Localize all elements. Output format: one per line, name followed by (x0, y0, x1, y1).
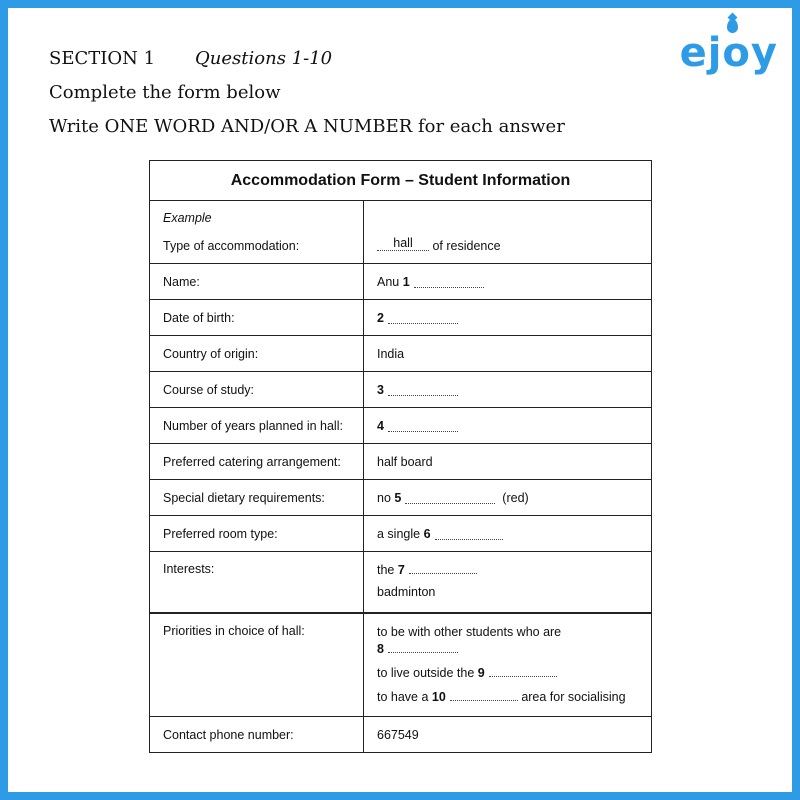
field-label: Type of accommodation: (163, 239, 300, 253)
field-label: Course of study: (150, 372, 364, 407)
question-number: 8 (377, 642, 384, 656)
field-value: India (377, 346, 405, 361)
field-label: Name: (150, 264, 364, 299)
accommodation-form-continued (149, 612, 652, 753)
field-label: Interests: (150, 552, 364, 613)
form-row-course (150, 372, 651, 408)
question-number: 4 (377, 418, 384, 433)
answer-blank[interactable] (405, 492, 495, 504)
form-row-country (150, 336, 651, 372)
question-number: 10 (431, 690, 446, 704)
question-number: 9 (477, 666, 485, 680)
answer-blank[interactable] (388, 641, 458, 653)
field-label: Contact phone number: (150, 717, 364, 752)
question-number: 6 (423, 526, 431, 541)
field-value: 667549 (377, 727, 419, 742)
form-row-name: Name: Anu 1 (150, 264, 651, 300)
form-row-dietary: Special dietary requirements: no 5 (red) (150, 480, 651, 516)
answer-blank[interactable] (435, 528, 503, 540)
ejoy-logo: ejoy (679, 30, 778, 76)
form-row-priorities: Priorities in choice of hall: to be with other students who are 8 to live outside the 9 to have a 10 area for socialising (150, 613, 651, 717)
form-row-contact (150, 717, 651, 752)
field-label: Priorities in choice of hall: (150, 613, 364, 716)
form-title: Accommodation Form – Student Information (150, 161, 651, 201)
answer-blank[interactable] (450, 689, 518, 701)
form-row-date-of-birth (150, 300, 651, 336)
answer-blank[interactable] (409, 562, 477, 574)
question-number: 3 (377, 382, 384, 397)
worksheet-page (8, 8, 792, 792)
form-row-room-type: Preferred room type: a single 6 (150, 516, 651, 552)
field-label: Preferred room type: (150, 516, 364, 551)
field-value: badminton (377, 585, 436, 599)
field-value: half board (377, 454, 433, 469)
field-label: Date of birth: (150, 300, 364, 335)
question-number: 1 (402, 274, 410, 289)
example-row (150, 201, 651, 264)
form-row-years (150, 408, 651, 444)
question-number: 2 (377, 310, 384, 325)
example-label: Example (163, 211, 212, 225)
form-row-catering (150, 444, 651, 480)
answer-blank[interactable] (388, 420, 458, 432)
question-number: 7 (397, 563, 405, 577)
answer-blank[interactable] (489, 665, 557, 677)
field-label: Number of years planned in hall: (150, 408, 364, 443)
answer-blank[interactable] (388, 312, 458, 324)
answer-blank[interactable] (414, 276, 484, 288)
instruction-word-limit: Write ONE WORD AND/OR A NUMBER for each answer (49, 116, 565, 137)
instruction-complete-form: Complete the form below (49, 82, 281, 103)
answer-blank[interactable] (388, 384, 458, 396)
section-heading (49, 48, 332, 69)
question-number: 5 (394, 490, 402, 505)
field-label: Special dietary requirements: (150, 480, 364, 515)
section-label: SECTION 1 (49, 48, 156, 69)
answer-blank-filled: hall (377, 236, 429, 251)
questions-range: Questions 1-10 (195, 48, 333, 69)
accommodation-form (149, 160, 652, 614)
form-row-interests: Interests: the 7 badminton (150, 552, 651, 613)
field-label: Preferred catering arrangement: (150, 444, 364, 479)
example-answer: hall of residence (377, 239, 501, 254)
field-label: Country of origin: (150, 336, 364, 371)
